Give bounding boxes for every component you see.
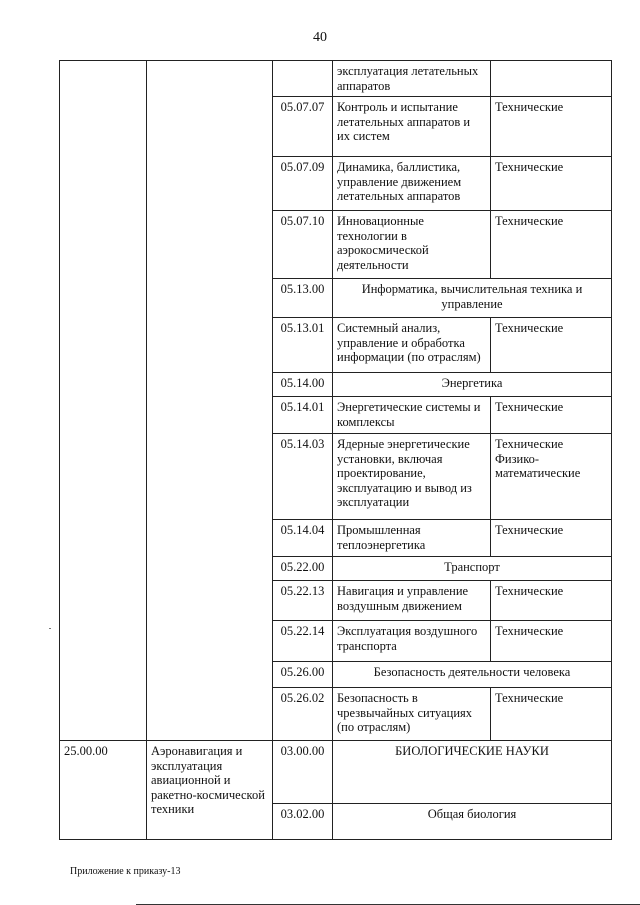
row-science: Технические — [491, 211, 612, 279]
row-code: 05.13.01 — [273, 318, 333, 373]
row-name: Навигация и управление воздушным движением — [333, 581, 491, 621]
row-code — [273, 61, 333, 97]
table-row — [60, 61, 612, 97]
table-row-section-heading — [60, 741, 612, 804]
row-code: 05.07.07 — [273, 97, 333, 157]
row-code: 05.13.00 — [273, 279, 333, 318]
row-code: 05.26.02 — [273, 688, 333, 741]
row-name: Безопасность в чрезвычайных ситуациях (по отраслям) — [333, 688, 491, 741]
group-title: Безопасность деятельности человека — [333, 662, 612, 688]
row-code: 05.14.03 — [273, 434, 333, 520]
section-title: БИОЛОГИЧЕСКИЕ НАУКИ — [333, 741, 612, 804]
row-name: Контроль и испытание летательных аппаратов и их систем — [333, 97, 491, 157]
row-science: Технические — [491, 621, 612, 662]
row-science: Технические Физико-математические — [491, 434, 612, 520]
row-science: Технические — [491, 97, 612, 157]
group-title: Транспорт — [333, 557, 612, 581]
specialties-table — [59, 60, 612, 840]
group-title: Информатика, вычислительная техника и управление — [333, 279, 612, 318]
row-science: Технические — [491, 318, 612, 373]
row-name: эксплуатация летательных аппаратов — [333, 61, 491, 97]
row-code: 05.14.01 — [273, 397, 333, 434]
scan-speck — [49, 628, 51, 629]
row-code: 03.00.00 — [273, 741, 333, 804]
row-name: Динамика, баллистика, управление движением летательных аппаратов — [333, 157, 491, 211]
row-science: Технические — [491, 688, 612, 741]
row-name: Ядерные энергетические установки, включая проектирование, эксплуатацию и вывод из эксплуатации — [333, 434, 491, 520]
left-name: Аэронавигация и эксплуатация авиационной и ракетно-космической техники — [147, 741, 273, 840]
group-title: Энергетика — [333, 373, 612, 397]
row-science: Технические — [491, 581, 612, 621]
left-name-cell-empty — [147, 61, 273, 741]
row-science: Технические — [491, 397, 612, 434]
row-name: Промышленная теплоэнергетика — [333, 520, 491, 557]
row-code: 05.22.14 — [273, 621, 333, 662]
row-code: 03.02.00 — [273, 804, 333, 840]
row-science: Технические — [491, 157, 612, 211]
page-number: 40 — [313, 30, 327, 45]
row-code: 05.22.13 — [273, 581, 333, 621]
left-code-cell-empty — [60, 61, 147, 741]
row-code: 05.07.10 — [273, 211, 333, 279]
row-code: 05.07.09 — [273, 157, 333, 211]
row-name: Энергетические системы и комплексы — [333, 397, 491, 434]
footer-note: Приложение к приказу-13 — [70, 866, 181, 877]
row-code: 05.26.00 — [273, 662, 333, 688]
row-name: Системный анализ, управление и обработка информации (по отраслям) — [333, 318, 491, 373]
group-title: Общая биология — [333, 804, 612, 840]
row-name: Инновационные технологии в аэрокосмической деятельности — [333, 211, 491, 279]
row-code: 05.14.00 — [273, 373, 333, 397]
row-code: 05.14.04 — [273, 520, 333, 557]
left-code: 25.00.00 — [60, 741, 147, 840]
row-code: 05.22.00 — [273, 557, 333, 581]
row-science — [491, 61, 612, 97]
row-science: Технические — [491, 520, 612, 557]
row-name: Эксплуатация воздушного транспорта — [333, 621, 491, 662]
